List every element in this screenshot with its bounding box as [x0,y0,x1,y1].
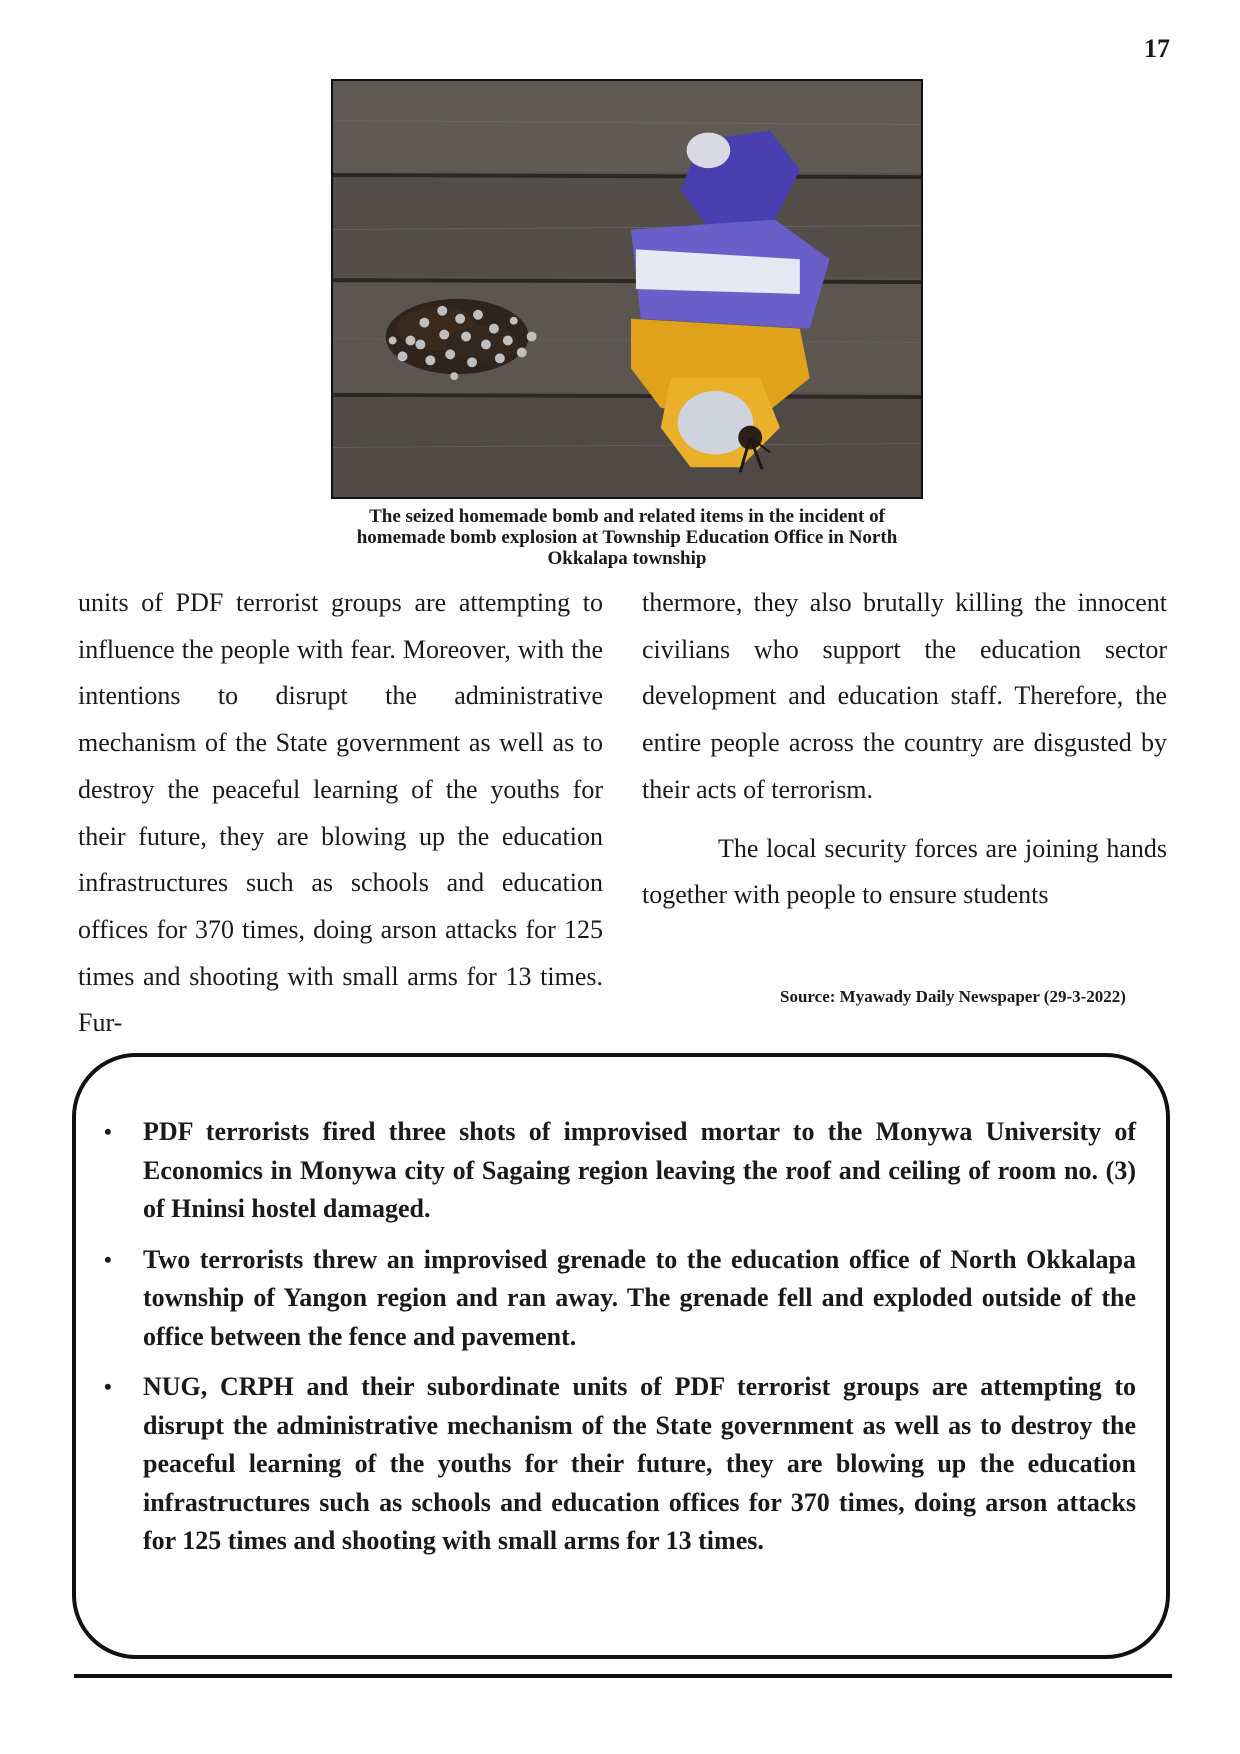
seized-items-image [333,81,921,497]
bullet-icon: • [104,1374,112,1399]
article-paragraph: units of PDF terrorist groups are attempting to influence the people with fear. Moreover, with the intentions to disrupt the administrative mechanism of the State government as well as to destroy the peaceful learning of the youths for their future, they are blowing up the education infrastructures such as schools and education offices for 370 times, doing arson attacks for 125 times and shooting with small arms for 13 times. Fur- [78,588,603,1038]
summary-item-text: NUG, CRPH and their subordinate units of PDF terrorist groups are attempting to disrupt the administrative mechanism of the State government as well as to destroy the peaceful learning of the youths for their future, they are blowing up the education infrastructures such as schools and education offices for 370 times, doing arson attacks for 125 times and shooting with small arms for 13 times. [143,1372,1136,1555]
summary-item-text: PDF terrorists fired three shots of improvised mortar to the Monywa University of Economics in Monywa city of Sagaing region leaving the roof and ceiling of room no. (3) of Hninsi hostel damaged. [143,1117,1136,1223]
photo-caption: The seized homemade bomb and related items in the incident of homemade bomb explosion at Township Education Office in North Okkalapa township [356,506,898,569]
article-left-column [78,580,603,1047]
source-credit: Source: Myawady Daily Newspaper (29-3-2022) [780,987,1126,1006]
summary-list [104,1113,1136,1573]
summary-item [104,1241,1136,1357]
summary-item [104,1368,1136,1561]
article-right-column [642,580,1167,919]
evidence-photo [331,79,923,499]
article-paragraph: The local security forces are joining hands together with people to ensure students [642,833,1167,910]
summary-item-text: Two terrorists threw an improvised grenade to the education office of North Okkalapa township of Yangon region and ran away. The grenade fell and exploded outside of the office between the fence and pavement. [143,1244,1136,1351]
bullet-icon: • [104,1246,112,1272]
article-paragraph: thermore, they also brutally killing the innocent civilians who support the education sector development and education staff. Therefore, the entire people across the country are disgusted by their acts of terrorism. [642,588,1167,804]
summary-item [104,1113,1136,1229]
bullet-icon: • [104,1119,112,1144]
page-number: 17 [1144,34,1170,63]
bottom-rule [74,1674,1172,1678]
